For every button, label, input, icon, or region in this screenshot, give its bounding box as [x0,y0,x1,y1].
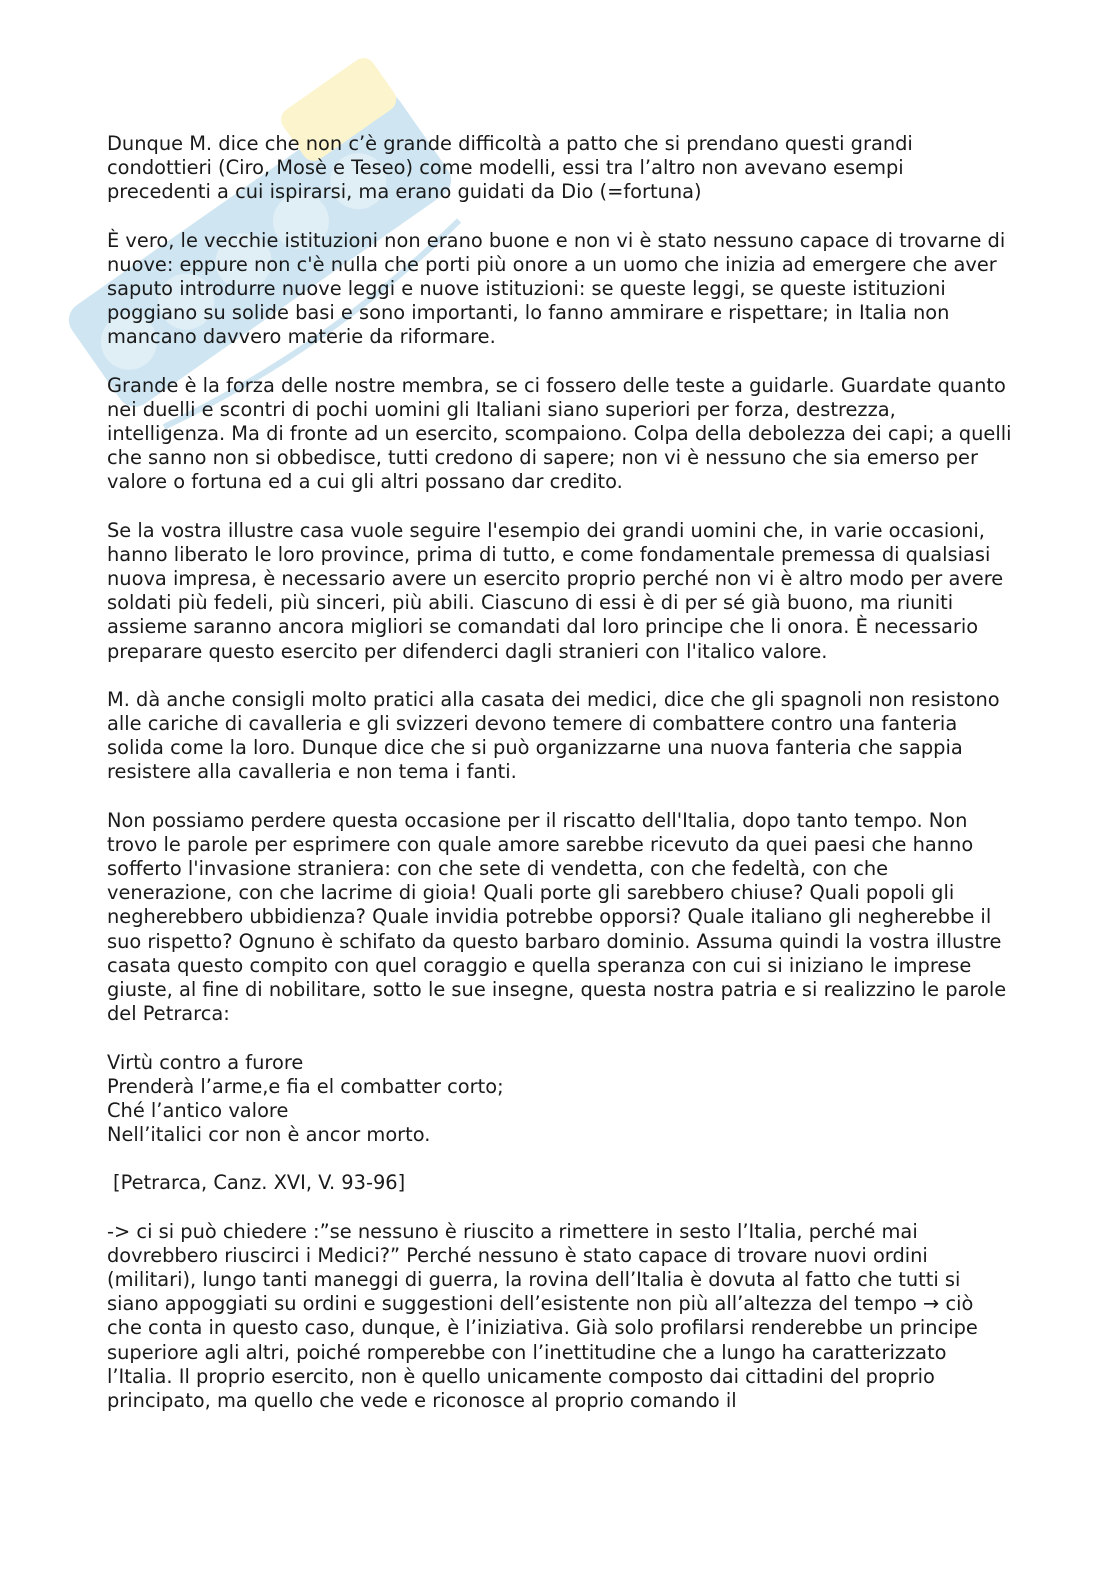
verse-line-3: Ché l’antico valore [107,1098,289,1122]
verse-citation: [Petrarca, Canz. XVI, V. 93-96] [113,1171,406,1195]
paragraph-3: Grande è la forza delle nostre membra, se ci fossero delle teste a guidarle. Guardate quanto nei duelli e scontri di pochi uomini gli Italiani siano superiori per forza, destrezza, intelligenza. Ma di fronte ad un esercito, scompaiono. Colpa della debolezza dei capi; a quelli che sanno non si obbedisce, tutti credono di sapere; non vi è nessuno che sia emerso per valore o fortuna ed a cui gli altri possano dar credito. [107,373,1012,494]
document-body [107,132,1012,1437]
closing-paragraph: -> ci si può chiedere :”se nessuno è riuscito a rimettere in sesto l’Italia, perché mai dovrebbero riuscirci i Medici?” Perché nessuno è stato capace di trovare nuovi ordini (militari), lungo tanti maneggi di guerra, la rovina dell’Italia è dovuta al fatto che tutti si siano appoggiati su ordini e suggestioni dell’esistente non più all’altezza del tempo → ciò che conta in questo caso, dunque, è l’iniziativa. Già solo profilarsi renderebbe un principe superiore agli altri, poiché romperebbe con l’inettitudine che a lungo ha caratterizzato l’Italia. Il proprio esercito, non è quello unicamente composto dai cittadini del proprio principato, ma quello che vede e riconosce al proprio comando il [107,1219,978,1412]
paragraph-1: Dunque M. dice che non c’è grande difficoltà a patto che si prendano questi grandi condottieri (Ciro, Mosè e Teseo) come modelli, essi tra l’altro non avevano esempi precedenti a cui ispirarsi, ma erano guidati da Dio (=fortuna) [107,132,913,204]
petrarca-verse [107,1051,1012,1148]
verse-line-4: Nell’italici cor non è ancor morto. [107,1123,431,1147]
paragraph-2: È vero, le vecchie istituzioni non erano buone e non vi è stato nessuno capace di trovarne di nuove: eppure non c'è nulla che porti più onore a un uomo che inizia ad emergere che aver saputo introdurre nuove leggi e nuove istituzioni: se queste leggi, se queste istituzioni poggiano su solide basi e sono importanti, lo fanno ammirare e rispettare; in Italia non mancano davvero materie da riformare. [107,228,1006,349]
paragraph-4: Se la vostra illustre casa vuole seguire l'esempio dei grandi uomini che, in varie occasioni, hanno liberato le loro province, prima di tutto, e come fondamentale premessa di qualsiasi nuova impresa, è necessario avere un esercito proprio perché non vi è altro modo per avere soldati più fedeli, più sinceri, più abili. Ciascuno di essi è di per sé già buono, ma riuniti assieme saranno ancora migliori se comandati dal loro principe che li onora. È necessario preparare questo esercito per difenderci dagli stranieri con l'italico valore. [107,518,1004,663]
verse-line-2: Prenderà l’arme,e fia el combatter corto; [107,1074,504,1098]
paragraph-5: M. dà anche consigli molto pratici alla casata dei medici, dice che gli spagnoli non resistono alle cariche di cavalleria e gli svizzeri devono temere di combattere contro una fanteria solida come la loro. Dunque dice che si può organizzarne una nuova fanteria che sappia resistere alla cavalleria e non tema i fanti. [107,687,1000,784]
paragraph-6: Non possiamo perdere questa occasione per il riscatto dell'Italia, dopo tanto tempo. Non trovo le parole per esprimere con quale amore sarebbe ricevuto da quei paesi che hanno sofferto l'invasione straniera: con che sete di vendetta, con che fedeltà, con che venerazione, con che lacrime di gioia! Quali porte gli sarebbero chiuse? Quali popoli gli negherebbero ubbidienza? Quale invidia potrebbe opporsi? Quale italiano gli negherebbe il suo rispetto? Ognuno è schifato da questo barbaro dominio. Assuma quindi la vostra illustre casata questo compito con quel coraggio e quella speranza con cui si iniziano le imprese giuste, al fine di nobilitare, sotto le sue insegne, questa nostra patria e si realizzino le parole del Petrarca: [107,808,1007,1026]
verse-line-1: Virtù contro a furore [107,1050,304,1074]
